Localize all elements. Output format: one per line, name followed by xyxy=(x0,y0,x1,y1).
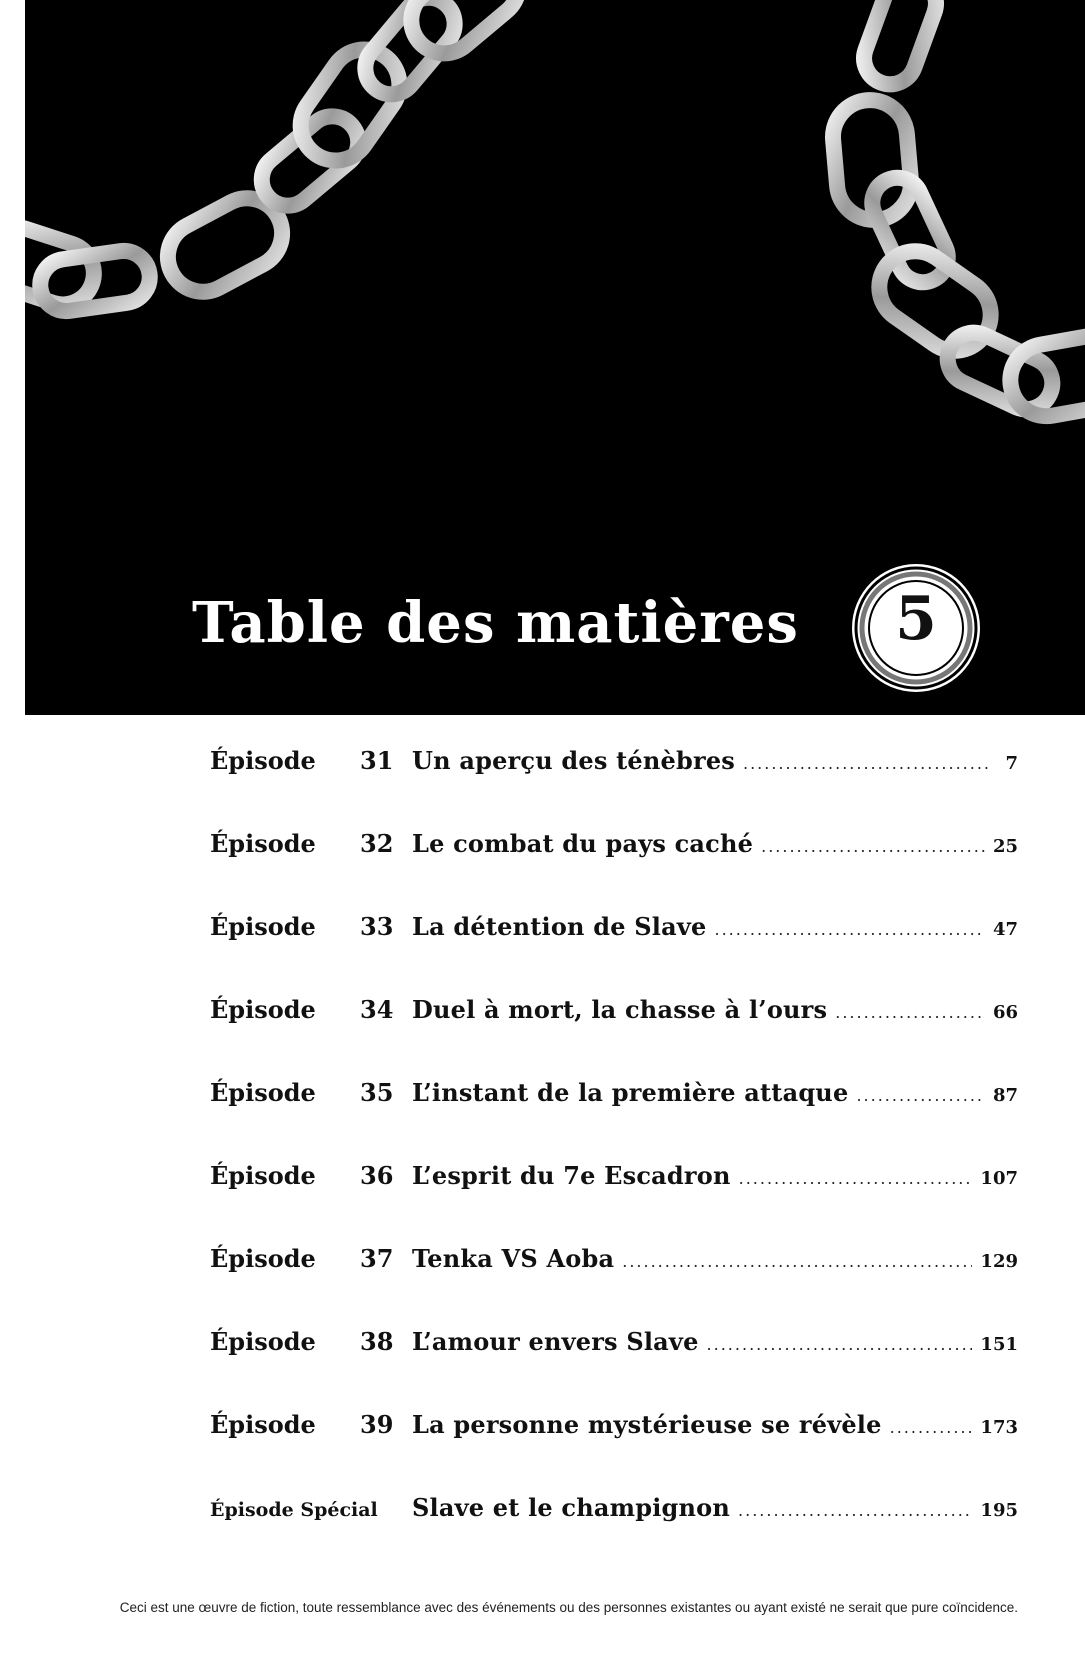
episode-number: 31 xyxy=(360,746,394,775)
page-number: 47 xyxy=(992,919,1018,940)
dot-leader xyxy=(739,1169,973,1188)
page-number: 173 xyxy=(980,1417,1018,1438)
episode-label: Épisode xyxy=(210,1410,316,1439)
episode-label: Épisode xyxy=(210,1327,316,1356)
dot-leader xyxy=(743,754,990,773)
dot-leader xyxy=(890,1418,973,1437)
episode-number: 35 xyxy=(360,1078,394,1107)
volume-badge xyxy=(848,560,984,696)
episode-title: L’esprit du 7e Escadron xyxy=(412,1161,731,1190)
toc-row[interactable] xyxy=(210,1327,1018,1367)
episode-label: Épisode xyxy=(210,829,316,858)
dot-leader xyxy=(738,1501,972,1520)
episode-label: Épisode xyxy=(210,746,316,775)
toc-row[interactable] xyxy=(210,829,1018,869)
episode-label: Épisode Spécial xyxy=(210,1499,378,1521)
toc-row[interactable] xyxy=(210,1078,1018,1118)
episode-title: Tenka VS Aoba xyxy=(412,1244,615,1273)
episode-title: La détention de Slave xyxy=(412,912,707,941)
episode-title: L’amour envers Slave xyxy=(412,1327,699,1356)
page-number: 87 xyxy=(992,1085,1018,1106)
episode-number: 34 xyxy=(360,995,394,1024)
toc-row[interactable] xyxy=(210,1493,1018,1533)
dot-leader xyxy=(622,1252,972,1271)
episode-label: Épisode xyxy=(210,1161,316,1190)
toc-row[interactable] xyxy=(210,746,1018,786)
episode-title: Le combat du pays caché xyxy=(412,829,754,858)
episode-number: 38 xyxy=(360,1327,394,1356)
episode-number: 39 xyxy=(360,1410,394,1439)
toc-row[interactable] xyxy=(210,1244,1018,1284)
page-number: 25 xyxy=(992,836,1018,857)
episode-number: 36 xyxy=(360,1161,394,1190)
episode-title: L’instant de la première attaque xyxy=(412,1078,849,1107)
toc-row[interactable] xyxy=(210,1161,1018,1201)
episode-title: Un aperçu des ténèbres xyxy=(412,746,735,775)
page-number: 129 xyxy=(980,1251,1018,1272)
toc-row[interactable] xyxy=(210,912,1018,952)
dot-leader xyxy=(856,1086,985,1105)
episode-title: Slave et le champignon xyxy=(412,1493,731,1522)
volume-number: 5 xyxy=(895,584,937,654)
episode-label: Épisode xyxy=(210,912,316,941)
episode-number: 32 xyxy=(360,829,394,858)
episode-title: La personne mystérieuse se révèle xyxy=(412,1410,882,1439)
dot-leader xyxy=(835,1003,985,1022)
episode-label: Épisode xyxy=(210,1244,316,1273)
toc-row[interactable] xyxy=(210,995,1018,1035)
page-number: 195 xyxy=(980,1500,1018,1521)
episode-number: 37 xyxy=(360,1244,394,1273)
page-title: Table des matières xyxy=(192,590,799,656)
episode-label: Épisode xyxy=(210,1078,316,1107)
page-number: 151 xyxy=(980,1334,1018,1355)
dot-leader xyxy=(761,837,985,856)
footer-disclaimer: Ceci est une œuvre de fiction, toute ressemblance avec des événements ou des personnes existantes ou ayant existé ne serait que pure coïncidence. xyxy=(119,1600,1018,1615)
page-number: 66 xyxy=(992,1002,1018,1023)
toc-row[interactable] xyxy=(210,1410,1018,1450)
page-number: 107 xyxy=(980,1168,1018,1189)
dot-leader xyxy=(707,1335,973,1354)
page-number: 7 xyxy=(1005,753,1018,774)
episode-label: Épisode xyxy=(210,995,316,1024)
dot-leader xyxy=(714,920,984,939)
episode-title: Duel à mort, la chasse à l’ours xyxy=(412,995,828,1024)
episode-number: 33 xyxy=(360,912,394,941)
